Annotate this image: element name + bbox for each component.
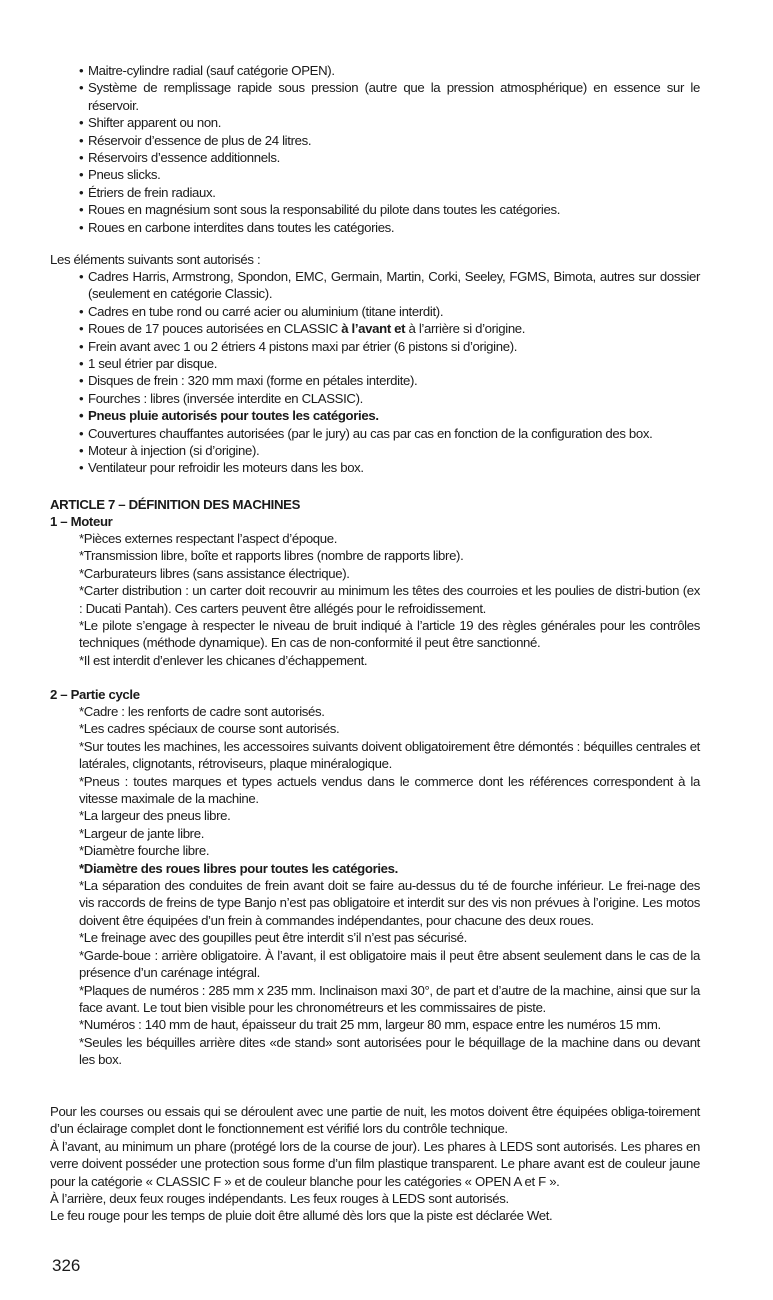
list-item: • Fourches : libres (inversée interdite en CLASSIC). bbox=[79, 390, 363, 406]
list-item: • Réservoir d’essence de plus de 24 litres. bbox=[79, 132, 312, 148]
list-item: • Frein avant avec 1 ou 2 étriers 4 pistons maxi par étrier (6 pistons si d’origine). bbox=[79, 338, 518, 354]
list-item: • Couvertures chauffantes autorisées (par le jury) au cas par cas en fonction de la configuration des box. bbox=[79, 425, 653, 441]
banned-items-list bbox=[50, 62, 700, 236]
list-item: *Diamètre fourche libre. bbox=[79, 843, 210, 859]
list-item: • Shifter apparent ou non. bbox=[79, 115, 222, 131]
list-item: • Pneus slicks. bbox=[79, 167, 161, 183]
list-item: *Pièces externes respectant l’aspect d’époque. bbox=[79, 531, 338, 546]
list-item: • Roues en carbone interdites dans toutes les catégories. bbox=[79, 219, 395, 235]
list-item: *La séparation des conduites de frein avant doit se faire au-dessus du té de fourche inférieur. Le frei-nage des vis raccords de freins de type Banjo n’est pas obligatoire et interdit sur des vis non prévues à l’origine. Les motos doivent être équipées d’un frein à commandes indépendantes, pour chacune des deux roues. bbox=[79, 878, 700, 928]
allowed-items-list bbox=[50, 268, 700, 477]
list-item: *La largeur des pneus libre. bbox=[79, 808, 231, 824]
list-item: • 1 seul étrier par disque. bbox=[79, 356, 218, 372]
list-item: *Le freinage avec des goupilles peut être interdit s’il n’est pas sécurisé. bbox=[79, 930, 467, 946]
list-item: *Largeur de jante libre. bbox=[79, 825, 205, 841]
list-item: *Plaques de numéros : 285 mm x 235 mm. Inclinaison maxi 30°, de part et d’autre de la machine, ainsi que sur la face avant. Le tout bien visible pour les chronométreurs et les commissaires de piste. bbox=[79, 982, 701, 1015]
list-item: *Pneus : toutes marques et types actuels vendus dans le commerce dont les références correspondent à la vitesse maximale de la machine. bbox=[79, 773, 700, 807]
list-item: • Maitre-cylindre radial (sauf catégorie OPEN). bbox=[79, 63, 335, 78]
list-item: *Numéros : 140 mm de haut, épaisseur du trait 25 mm, largeur 80 mm, espace entre les numéros 15 mm. bbox=[79, 1017, 661, 1033]
list-item: • Ventilateur pour refroidir les moteurs dans les box. bbox=[79, 460, 364, 476]
article-title: ARTICLE 7 – DÉFINITION DES MACHINES bbox=[50, 497, 301, 512]
list-item: *Il est interdit d’enlever les chicanes d’échappement. bbox=[79, 652, 368, 668]
section-title-partie-cycle: 2 – Partie cycle bbox=[50, 687, 140, 702]
list-item: • Disques de frein : 320 mm maxi (forme en pétales interdite). bbox=[79, 373, 418, 389]
list-item: • Système de remplissage rapide sous pression (autre que la pression atmosphérique) en essence sur le réservoir. bbox=[79, 80, 700, 113]
allowed-intro: Les éléments suivants sont autorisés : bbox=[50, 252, 261, 267]
list-item: *Les cadres spéciaux de course sont autorisés. bbox=[79, 721, 340, 737]
night-lighting-section bbox=[50, 1103, 700, 1225]
paragraph: Le feu rouge pour les temps de pluie doit être allumé dès lors que la piste est déclarée Wet. bbox=[50, 1208, 553, 1224]
paragraph: À l’avant, au minimum un phare (protégé lors de la course de jour). Les phares à LEDS sont autorisés. Les phares en verre doivent posséder une protection sous forme d’un film plastique transparent. Le phare avant est de couleur jaune pour la catégorie « CLASSIC F » et de couleur blanche pour les catégories « OPEN A et F ». bbox=[50, 1138, 700, 1189]
list-item: *Seules les béquilles arrière dites «de stand» sont autorisées pour le béquillage de la machine dans ou devant les box. bbox=[79, 1034, 700, 1068]
paragraph: À l’arrière, deux feux rouges indépendants. Les feux rouges à LEDS sont autorisés. bbox=[50, 1191, 509, 1207]
moteur-items-list bbox=[50, 530, 700, 669]
list-item: • Roues de 17 pouces autorisées en CLASSIC à l’avant et à l’arrière si d’origine. bbox=[79, 321, 526, 337]
list-item: • Étriers de frein radiaux. bbox=[79, 184, 216, 200]
cycle-items-list bbox=[50, 703, 700, 1069]
list-item: *Diamètre des roues libres pour toutes les catégories. bbox=[79, 860, 398, 876]
list-item: *Cadre : les renforts de cadre sont autorisés. bbox=[79, 704, 325, 719]
section-title-moteur: 1 – Moteur bbox=[50, 514, 113, 529]
page-number: 326 bbox=[52, 1256, 81, 1275]
list-item: • Moteur à injection (si d’origine). bbox=[79, 443, 260, 459]
list-item: *Carter distribution : un carter doit recouvrir au minimum les têtes des courroies et les poulies de distri-bution (ex : Ducati Pantah). Ces carters peuvent être allégés pour le refroidissement. bbox=[79, 583, 700, 616]
list-item: • Pneus pluie autorisés pour toutes les catégories. bbox=[79, 408, 379, 424]
list-item: • Roues en magnésium sont sous la responsabilité du pilote dans toutes les catégories. bbox=[79, 202, 561, 218]
list-item: *Garde-boue : arrière obligatoire. À l’avant, il est obligatoire mais il peut être absent seulement dans le cas de la présence d’un carénage intégral. bbox=[79, 947, 700, 981]
list-item: *Transmission libre, boîte et rapports libres (nombre de rapports libre). bbox=[79, 548, 464, 564]
list-item: *Carburateurs libres (sans assistance électrique). bbox=[79, 565, 350, 581]
list-item: *Le pilote s’engage à respecter le niveau de bruit indiqué à l’article 19 des règles générales pour les contrôles techniques (méthode dynamique). En cas de non-conformité il peut être sanctionné. bbox=[79, 618, 700, 651]
list-item: • Cadres en tube rond ou carré acier ou aluminium (titane interdit). bbox=[79, 303, 444, 319]
list-item: • Cadres Harris, Armstrong, Spondon, EMC, Germain, Martin, Corki, Seeley, FGMS, Bimota, autres sur dossier (seulement en catégorie Classic). bbox=[79, 269, 700, 302]
paragraph: Pour les courses ou essais qui se déroulent avec une partie de nuit, les motos doivent être équipées obliga-toirement d’un éclairage complet dont le fonctionnement est vérifié lors du contrôle technique. bbox=[50, 1104, 700, 1137]
list-item: • Réservoirs d’essence additionnels. bbox=[79, 150, 280, 166]
list-item: *Sur toutes les machines, les accessoires suivants doivent obligatoirement être démontés : béquilles centrales et latérales, clignotants, rétroviseurs, plaque minéralogique. bbox=[79, 738, 700, 772]
